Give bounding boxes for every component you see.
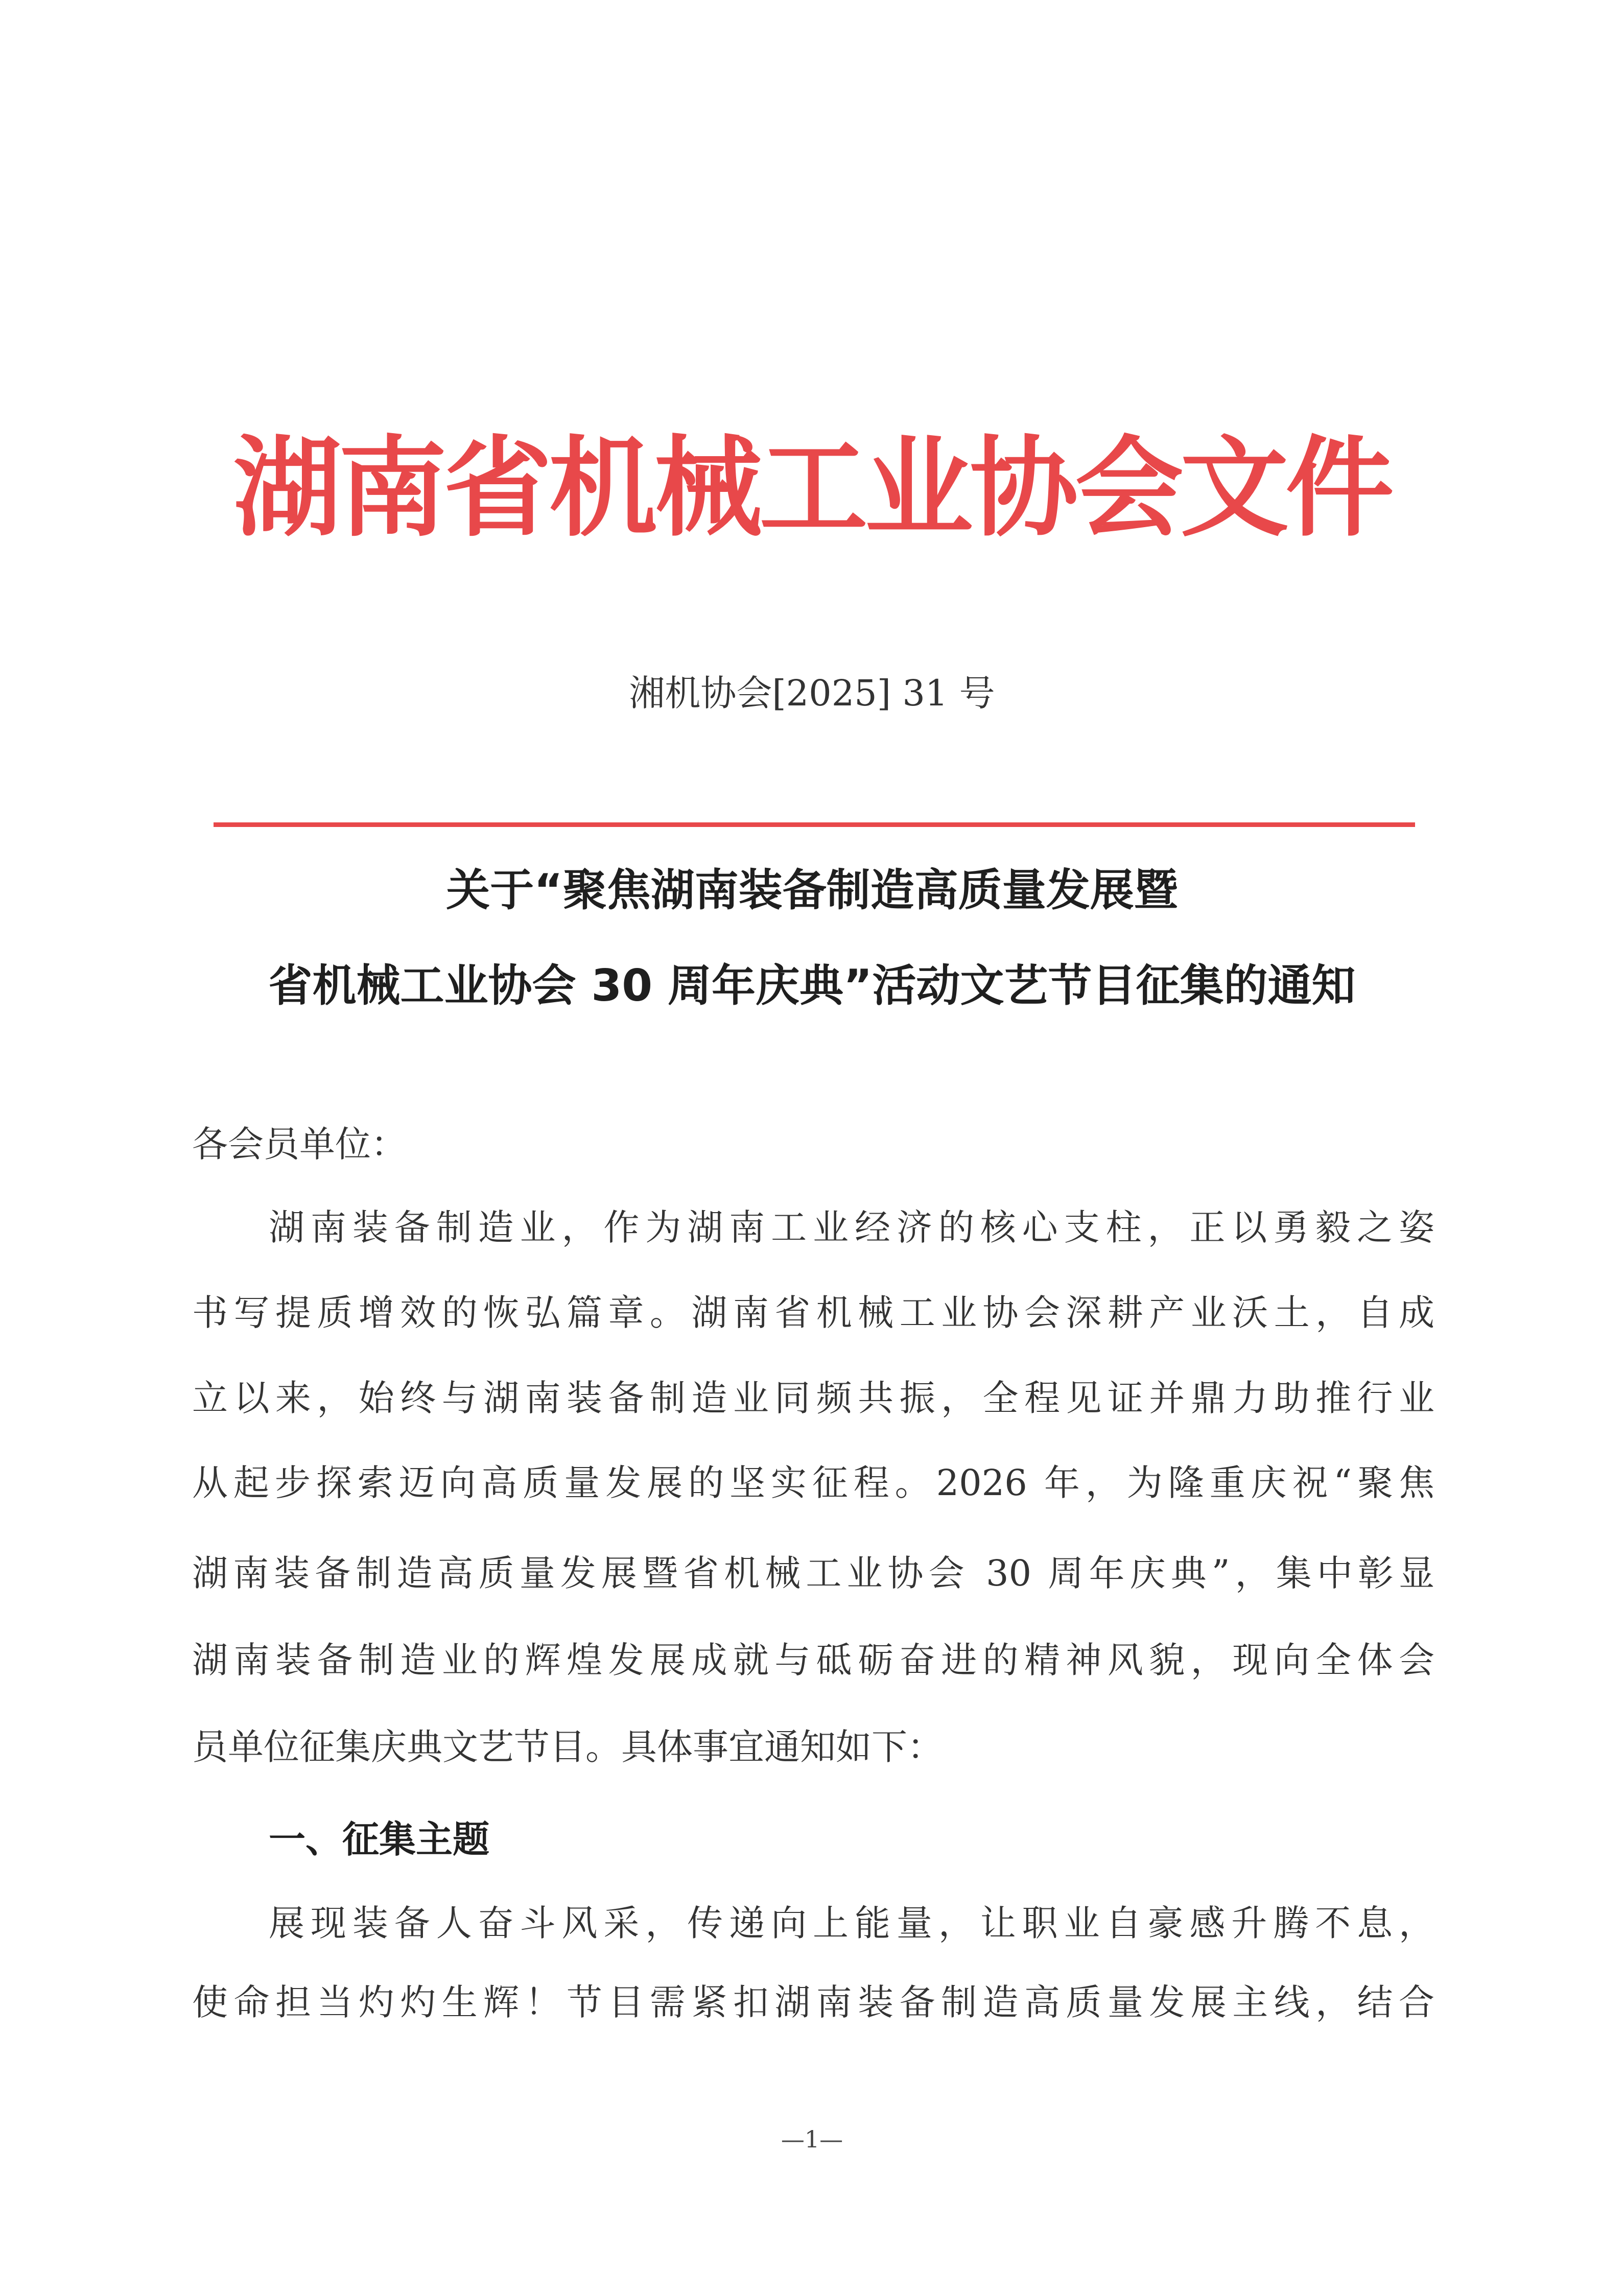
body-text-line: 从起步探索迈向高质量发展的坚实征程。2026 年，为隆重庆祝“聚焦: [192, 1462, 1434, 1504]
body-text-line: 立以来，始终与湖南装备制造业同频共振，全程见证并鼎力助推行业: [192, 1377, 1434, 1419]
masthead-title: 湖南省机械工业协会文件: [233, 425, 1391, 551]
body-text-line: 湖南装备制造高质量发展暨省机械工业协会 30 周年庆典”，集中彰显: [192, 1552, 1434, 1594]
salutation: 各会员单位：: [192, 1123, 407, 1165]
red-divider-line: [214, 822, 1415, 827]
notice-title-line-2: 省机械工业协会 30 周年庆典”活动文艺节目征集的通知: [268, 960, 1356, 1011]
page-number: —1—: [781, 2125, 843, 2153]
body-text-line: 湖南装备制造业的辉煌发展成就与砥砺奋进的精神风貌，现向全体会: [192, 1639, 1434, 1681]
body-text-line: 书写提质增效的恢弘篇章。湖南省机械工业协会深耕产业沃土，自成: [192, 1292, 1434, 1334]
section-heading: 一、征集主题: [269, 1818, 490, 1861]
document-number: 湘机协会[2025] 31 号: [629, 672, 995, 714]
body-text-line: 员单位征集庆典文艺节目。具体事宜通知如下：: [192, 1726, 943, 1768]
body-text-line: 展现装备人奋斗风采，传递向上能量，让职业自豪感升腾不息，: [269, 1902, 1434, 1944]
notice-title-line-1: 关于“聚焦湖南装备制造高质量发展暨: [446, 865, 1178, 916]
body-text-line: 使命担当灼灼生辉！节目需紧扣湖南装备制造高质量发展主线，结合: [192, 1981, 1434, 2023]
body-text-line: 湖南装备制造业，作为湖南工业经济的核心支柱，正以勇毅之姿: [269, 1207, 1434, 1248]
